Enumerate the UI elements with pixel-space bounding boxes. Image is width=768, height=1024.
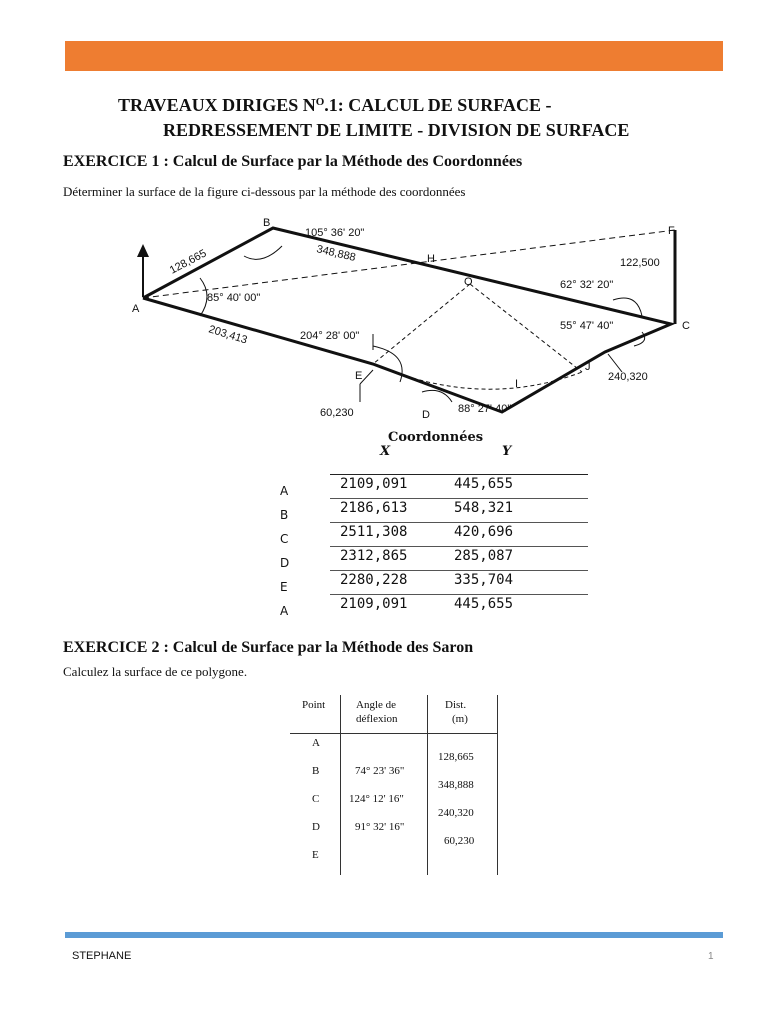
label-point-j: J xyxy=(585,361,591,373)
point-cell: A xyxy=(312,737,320,749)
angle-label-c-upper: 62° 32' 20" xyxy=(560,279,614,291)
row-point: B xyxy=(280,508,289,522)
distance-label-bc: 348,888 xyxy=(315,243,357,264)
label-point-i: I xyxy=(515,378,519,390)
row-y: 548,321 xyxy=(454,500,514,516)
point-cell: B xyxy=(312,765,320,777)
title-superscript: O xyxy=(315,96,325,108)
exercise2-heading: EXERCICE 2 : Calcul de Surface par la Méthode des Saron xyxy=(63,639,474,656)
document-title-line2: REDRESSEMENT DE LIMITE - DIVISION DE SURFACE xyxy=(163,120,630,140)
title-text: TRAVEAUX DIRIGES N xyxy=(118,95,316,115)
distance-cell: 348,888 xyxy=(438,779,474,791)
distance-label-ab: 128,665 xyxy=(167,247,209,277)
header-dist-line1: Dist. xyxy=(445,699,467,711)
row-x: 2312,865 xyxy=(340,548,408,564)
header-rule xyxy=(330,474,588,475)
row-y: 445,655 xyxy=(454,596,514,612)
row-y: 285,087 xyxy=(454,548,514,564)
row-x: 2109,091 xyxy=(340,596,408,612)
y-column-header: Y xyxy=(502,444,512,459)
distance-cell: 240,320 xyxy=(438,807,474,819)
label-point-e: E xyxy=(355,370,363,382)
table-row xyxy=(270,524,600,548)
row-y: 335,704 xyxy=(454,572,514,588)
row-point: A xyxy=(280,604,289,618)
angle-cell: 74° 23' 36" xyxy=(355,765,405,777)
distance-cell: 128,665 xyxy=(438,751,474,763)
header-point: Point xyxy=(302,699,326,711)
point-cell: D xyxy=(312,821,320,833)
exercise1-instruction: Déterminer la surface de la figure ci-dessous par la méthode des coordonnées xyxy=(63,184,466,199)
coordinates-title: Coordonnées xyxy=(388,430,484,445)
row-x: 2280,228 xyxy=(340,572,408,588)
label-point-a: A xyxy=(132,303,140,315)
table-row xyxy=(270,500,600,524)
angle-label-d: 88° 27' 40" xyxy=(458,403,512,415)
footer-blue-bar xyxy=(65,932,723,938)
label-point-d: D xyxy=(422,409,430,421)
row-point: C xyxy=(280,532,289,546)
row-point: E xyxy=(280,580,288,594)
survey-figure xyxy=(122,212,702,432)
label-point-f: F xyxy=(668,225,675,237)
deflection-table xyxy=(290,695,498,875)
north-arrow-icon xyxy=(137,244,149,297)
distance-label-cj: 240,320 xyxy=(608,371,648,383)
header-angle-line2: déflexion xyxy=(356,713,398,725)
label-point-h: H xyxy=(427,253,435,265)
distance-label-ed: 60,230 xyxy=(320,407,354,419)
header-angle-line1: Angle de xyxy=(356,699,397,711)
angle-label-c-lower: 55° 47' 40" xyxy=(560,320,614,332)
row-point: D xyxy=(280,556,290,570)
x-column-header: X xyxy=(380,444,391,459)
label-point-c: C xyxy=(682,320,690,332)
row-x: 2186,613 xyxy=(340,500,408,516)
title-text-cont: .1: CALCUL DE SURFACE - xyxy=(324,95,552,115)
document-title-line1 xyxy=(118,95,551,116)
table-row xyxy=(270,548,600,572)
point-cell: E xyxy=(312,849,319,861)
label-point-b: B xyxy=(263,217,271,229)
distance-label-ae: 203,413 xyxy=(207,323,249,347)
angle-cell: 91° 32' 16" xyxy=(355,821,405,833)
label-point-o: O xyxy=(464,276,473,288)
line-o-e xyxy=(373,284,470,364)
page-number: 1 xyxy=(708,951,714,962)
distance-cell: 60,230 xyxy=(444,835,475,847)
table-row xyxy=(270,596,600,620)
header-dist-line2: (m) xyxy=(452,713,468,725)
angle-label-e: 204° 28' 00" xyxy=(300,330,360,342)
exercise1-heading: EXERCICE 1 : Calcul de Surface par la Méthode des Coordonnées xyxy=(63,153,523,170)
row-point: A xyxy=(280,484,289,498)
angle-cell: 124° 12' 16" xyxy=(349,793,404,805)
angle-label-a: 85° 40' 00" xyxy=(207,292,261,304)
row-x: 2109,091 xyxy=(340,476,408,492)
point-cell: C xyxy=(312,793,320,805)
angle-label-b: 105° 36' 20" xyxy=(305,227,365,239)
header-orange-bar xyxy=(65,41,723,71)
table-row xyxy=(270,572,600,596)
row-y: 420,696 xyxy=(454,524,514,540)
row-y: 445,655 xyxy=(454,476,514,492)
coordinates-table xyxy=(270,428,600,628)
footer-author: STEPHANE xyxy=(72,950,132,962)
distance-label-cf: 122,500 xyxy=(620,257,660,269)
table-row xyxy=(270,476,600,500)
row-x: 2511,308 xyxy=(340,524,408,540)
exercise2-instruction: Calculez la surface de ce polygone. xyxy=(63,664,248,679)
